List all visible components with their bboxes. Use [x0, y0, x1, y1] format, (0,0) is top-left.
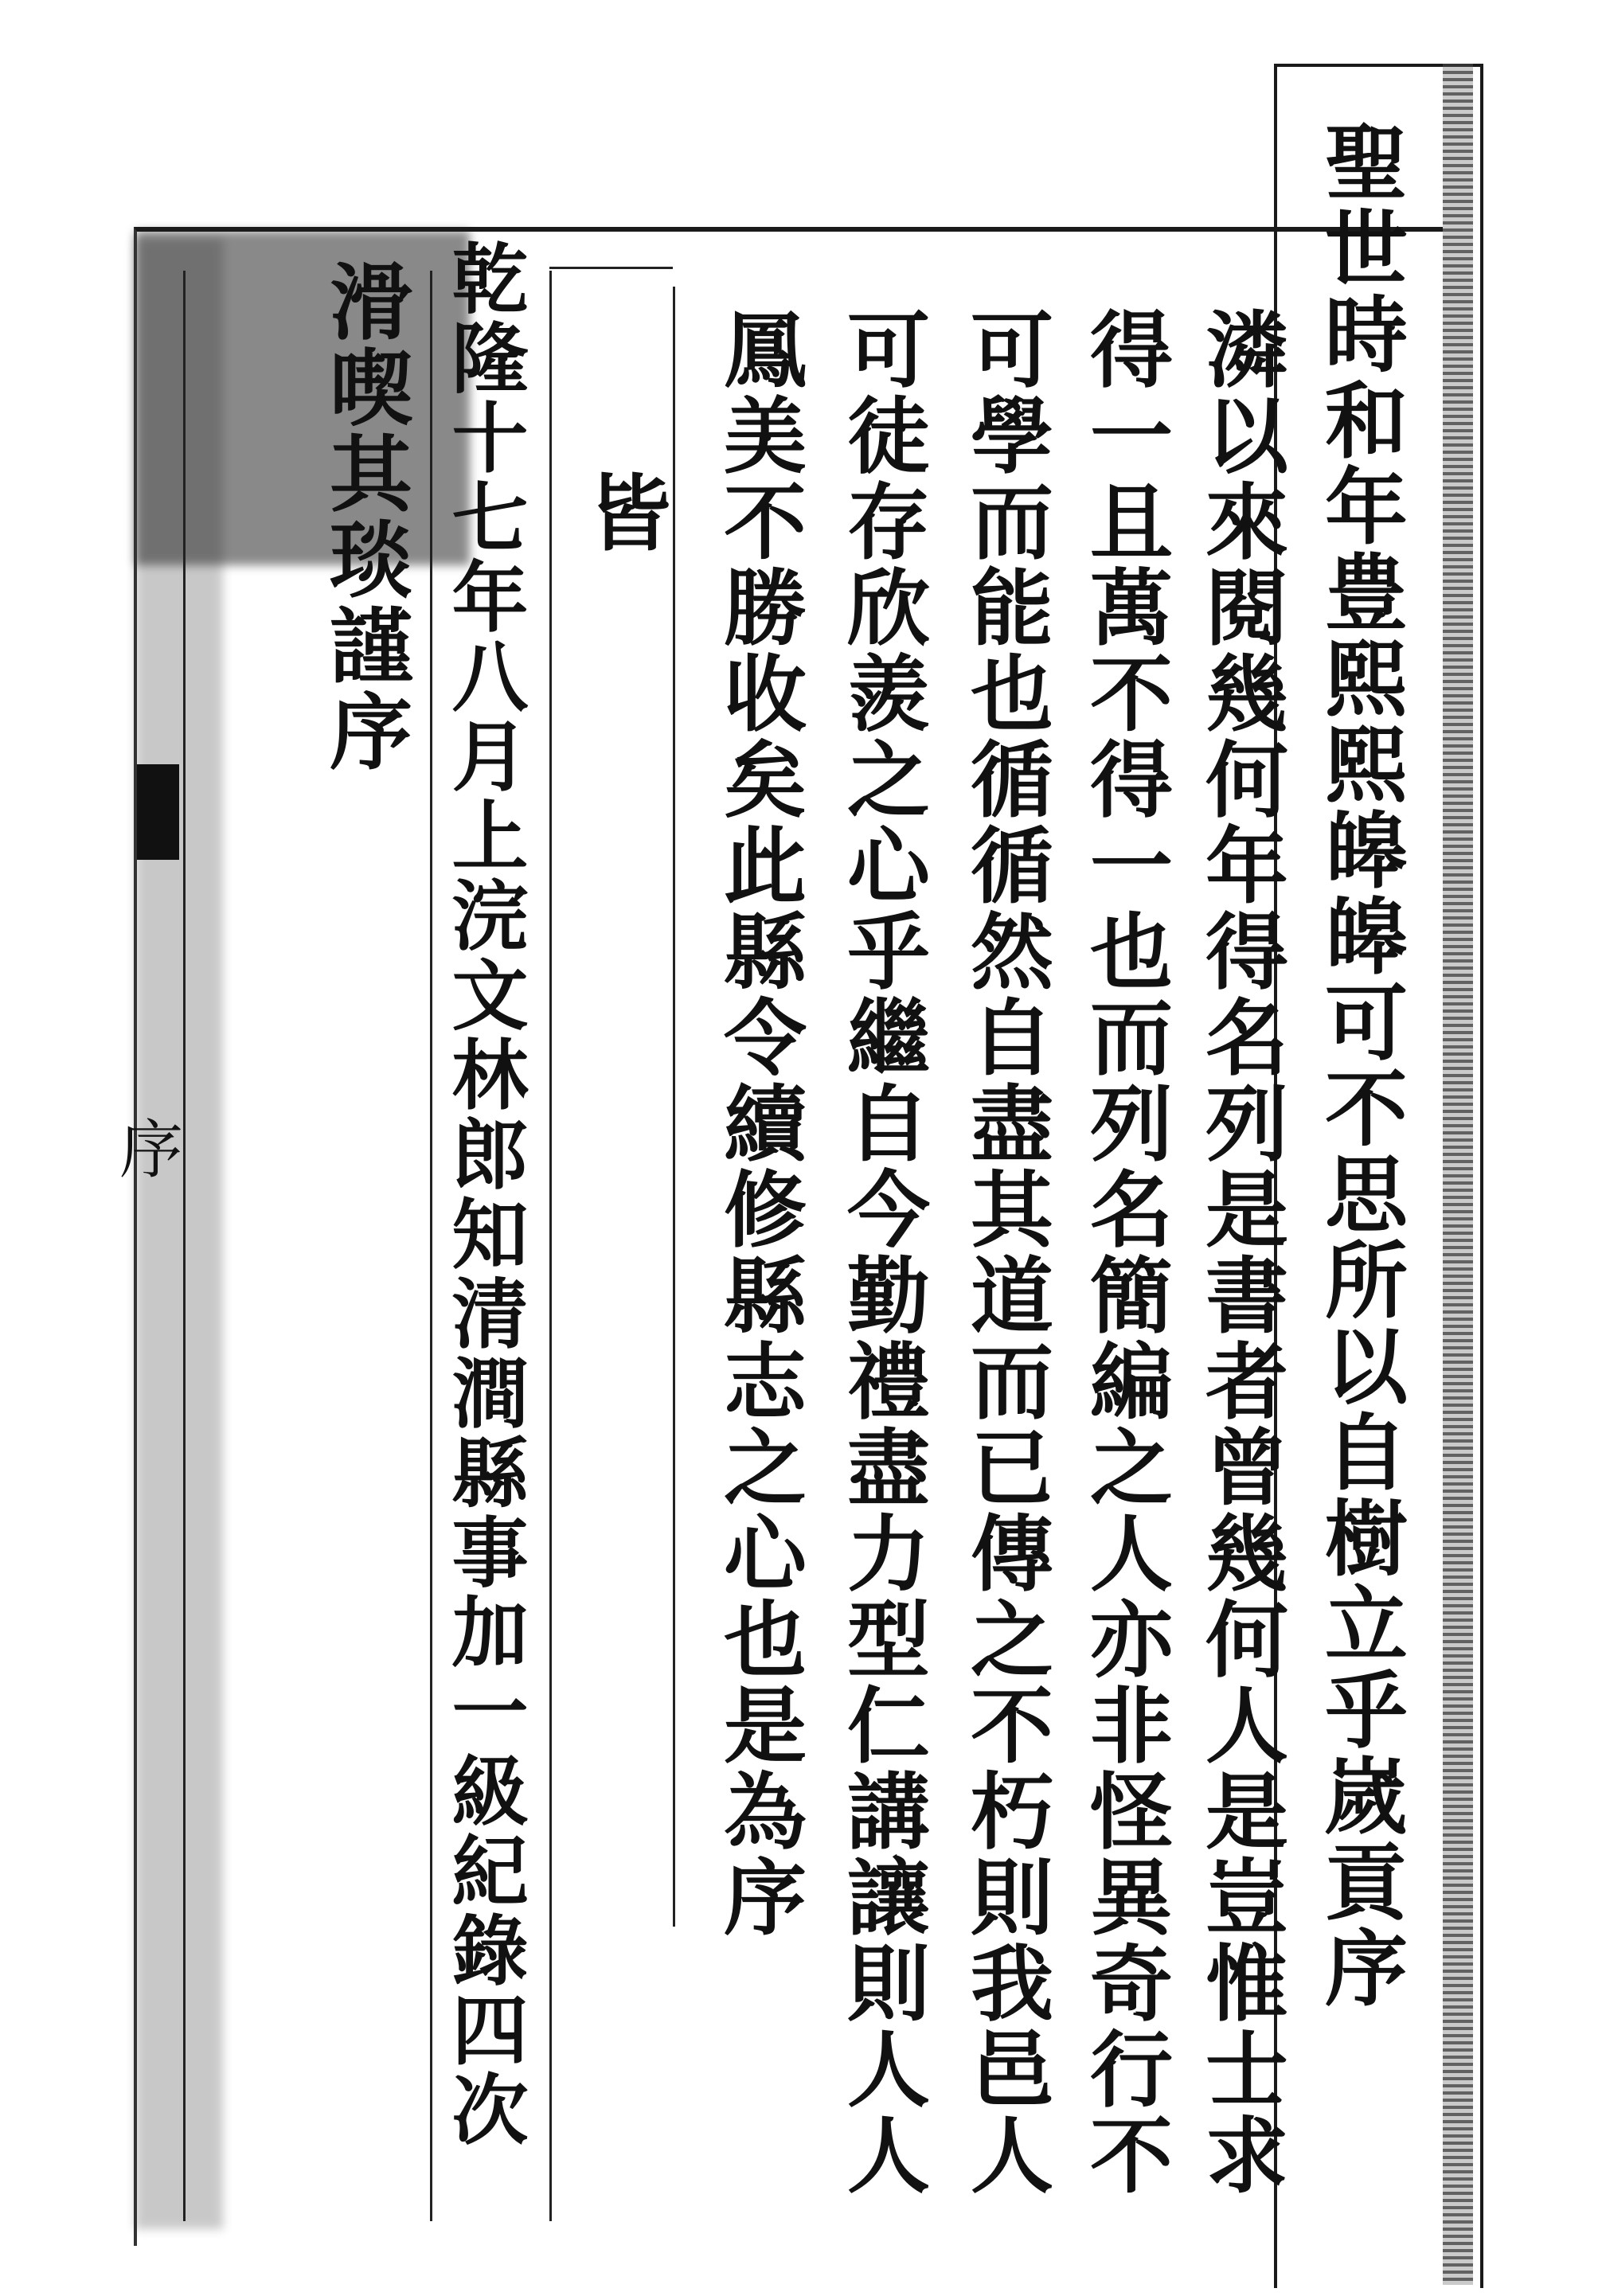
page-edge: [1443, 64, 1473, 2285]
date-column: 乾隆十七年八月上浣文林郎知清澗縣事加一級紀錄四次: [440, 239, 529, 2150]
text-column-2: 潾以來閱幾何年得名列是書者曾幾何人是豈惟士求: [1191, 307, 1289, 2198]
signature-column: 滑喫其琰謹序: [315, 259, 413, 775]
margin-mark: 序: [119, 1113, 183, 1187]
text-column-7: 皆: [574, 470, 672, 556]
text-column-5: 可徒存欣羨之心乎繼自今勤禮盡力型仁講讓則人人: [833, 307, 931, 2198]
column-rule: [183, 271, 186, 2221]
text-column-1: 聖世時和年豊熙熙皞皞可不思所以自樹立乎嵗貢序: [1311, 119, 1409, 2011]
text-column-4: 可學而能也循循然自盡其道而已傳之不朽則我邑人: [956, 307, 1054, 2198]
column-rule: [549, 271, 552, 2221]
column-rule: [673, 287, 675, 1927]
text-column-6: 鳳美不勝收矣此縣令續修縣志之心也是為序: [709, 307, 807, 1940]
row-rule: [549, 267, 673, 269]
column-rule: [430, 271, 432, 2221]
text-column-3: 得一且萬不得一也而列名簡編之人亦非怪異奇行不: [1076, 307, 1174, 2198]
